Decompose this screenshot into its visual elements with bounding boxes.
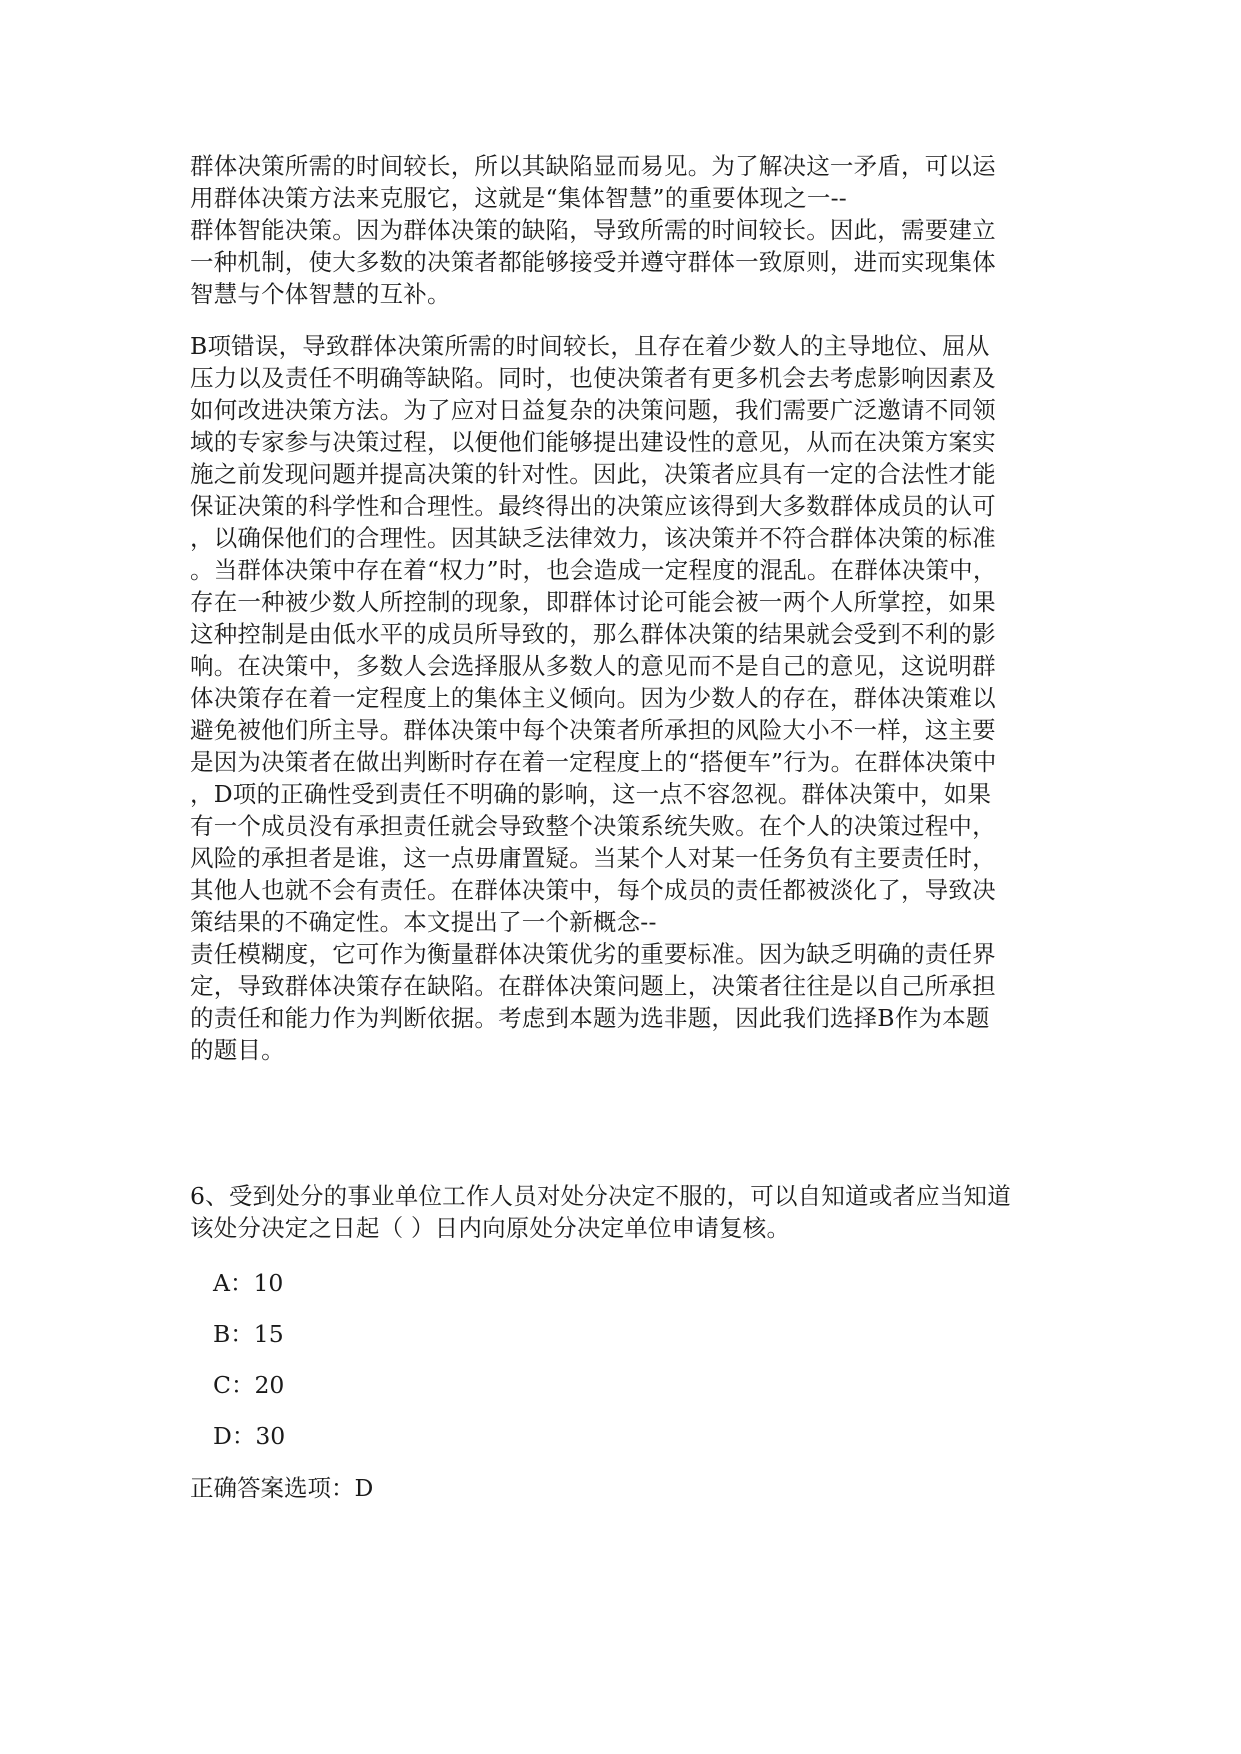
correct-answer: 正确答案选项：D: [190, 1474, 374, 1502]
text-line: 责任模糊度，它可作为衡量群体决策优劣的重要标准。因为缺乏明确的责任界: [190, 940, 996, 968]
text-line: 存在一种被少数人所控制的现象，即群体讨论可能会被一两个人所掌控，如果: [190, 588, 996, 616]
text-line: 域的专家参与决策过程，以便他们能够提出建设性的意见，从而在决策方案实: [190, 428, 996, 456]
text-line: 一种机制，使大多数的决策者都能够接受并遵守群体一致原则，进而实现集体: [190, 248, 996, 276]
explanation-paragraph-1: [190, 150, 1070, 310]
explanation-paragraph-2: [190, 330, 1070, 1066]
text-line: 的题目。: [190, 1036, 285, 1064]
text-line: ，以确保他们的合理性。因其缺乏法律效力，该决策并不符合群体决策的标准: [190, 524, 996, 552]
text-line: 群体决策所需的时间较长，所以其缺陷显而易见。为了解决这一矛盾，可以运: [190, 152, 996, 180]
text-line: 其他人也就不会有责任。在群体决策中，每个成员的责任都被淡化了，导致决: [190, 876, 996, 904]
question-line: 6、受到处分的事业单位工作人员对处分决定不服的，可以自知道或者应当知道: [190, 1182, 1011, 1210]
text-line: 避免被他们所主导。群体决策中每个决策者所承担的风险大小不一样，这主要: [190, 716, 996, 744]
option-c: C：20: [213, 1371, 285, 1399]
text-line: 保证决策的科学性和合理性。最终得出的决策应该得到大多数群体成员的认可: [190, 492, 996, 520]
text-line: 的责任和能力作为判断依据。考虑到本题为选非题，因此我们选择B作为本题: [190, 1004, 990, 1032]
text-line: 这种控制是由低水平的成员所导致的，那么群体决策的结果就会受到不利的影: [190, 620, 996, 648]
text-line: 有一个成员没有承担责任就会导致整个决策系统失败。在个人的决策过程中，: [190, 812, 996, 840]
text-line: 如何改进决策方法。为了应对日益复杂的决策问题，我们需要广泛邀请不同领: [190, 396, 996, 424]
option-b: B：15: [213, 1320, 284, 1348]
text-line: 定，导致群体决策存在缺陷。在群体决策问题上，决策者往往是以自己所承担: [190, 972, 996, 1000]
text-line: 施之前发现问题并提高决策的针对性。因此，决策者应具有一定的合法性才能: [190, 460, 996, 488]
option-d: D：30: [213, 1422, 286, 1450]
question-line: 该处分决定之日起（ ）日内向原处分决定单位申请复核。: [190, 1214, 791, 1242]
text-line: 压力以及责任不明确等缺陷。同时，也使决策者有更多机会去考虑影响因素及: [190, 364, 996, 392]
question-stem: [190, 1180, 1070, 1244]
text-line: 是因为决策者在做出判断时存在着一定程度上的“搭便车”行为。在群体决策中: [190, 748, 997, 776]
text-line: 智慧与个体智慧的互补。: [190, 280, 451, 308]
option-a: A：10: [213, 1269, 284, 1297]
text-line: 风险的承担者是谁，这一点毋庸置疑。当某个人对某一任务负有主要责任时，: [190, 844, 996, 872]
text-line: 群体智能决策。因为群体决策的缺陷，导致所需的时间较长。因此，需要建立: [190, 216, 996, 244]
text-line: 体决策存在着一定程度上的集体主义倾向。因为少数人的存在，群体决策难以: [190, 684, 996, 712]
text-line: ，D项的正确性受到责任不明确的影响，这一点不容忽视。群体决策中，如果: [190, 780, 992, 808]
text-line: 用群体决策方法来克服它，这就是“集体智慧”的重要体现之一--: [190, 184, 847, 212]
text-line: 。当群体决策中存在着“权力”时，也会造成一定程度的混乱。在群体决策中，: [190, 556, 997, 584]
text-line: 响。在决策中，多数人会选择服从多数人的意见而不是自己的意见，这说明群: [190, 652, 996, 680]
text-line: 策结果的不确定性。本文提出了一个新概念--: [190, 908, 657, 936]
text-line: B项错误，导致群体决策所需的时间较长，且存在着少数人的主导地位、屈从: [190, 332, 990, 360]
